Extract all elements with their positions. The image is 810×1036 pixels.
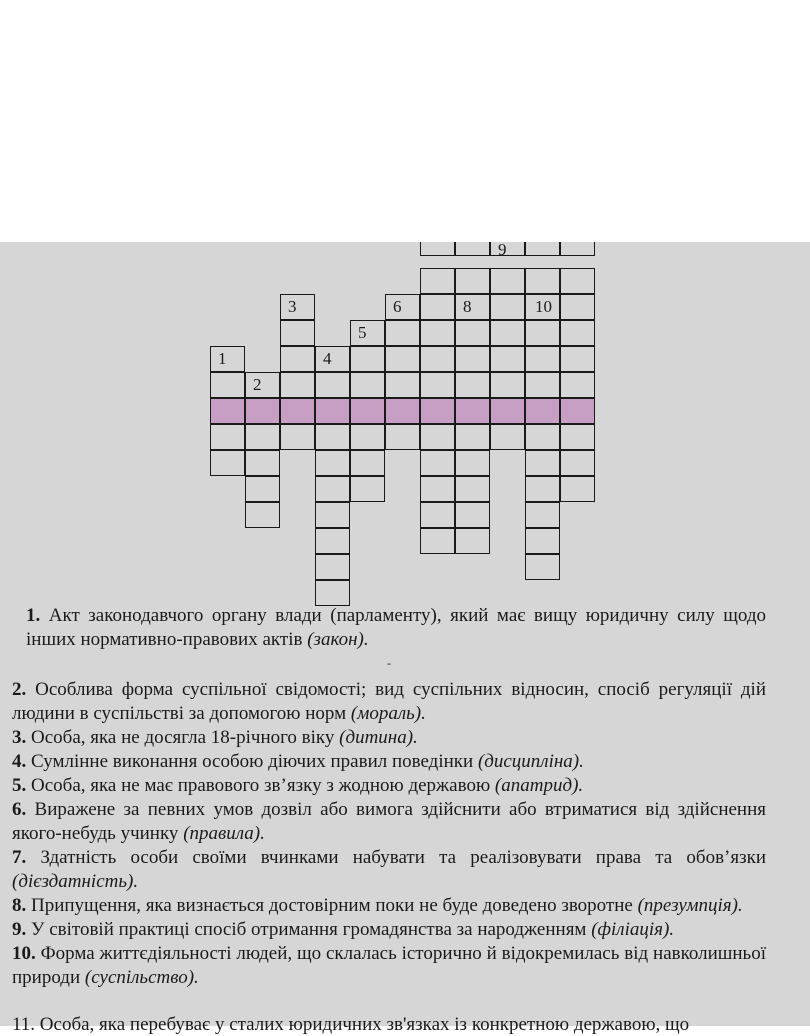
crossword-cell [245,372,280,398]
crossword-grid [0,242,810,612]
crossword-cell [455,320,490,346]
crossword-cell [490,320,525,346]
crossword-cell [490,346,525,372]
crossword-cell [420,476,455,502]
crossword-cell [280,320,315,346]
crossword-cell [455,528,490,554]
crossword-cell [490,372,525,398]
crossword-cell [315,554,350,580]
crossword-cell [315,424,350,450]
clue-10: 10. Форма життєдіяльності людей, що склалась історично й відокремилась від навколишньої природи (суспільство). [12,943,767,988]
crossword-number-10: 10 [535,297,552,316]
crossword-cell [280,372,315,398]
crossword-cell-keyword [490,398,525,424]
crossword-cell [385,346,420,372]
crossword-cell [455,502,490,528]
crossword-cell [490,268,525,294]
crossword-cell [560,294,595,320]
crossword-cell [210,346,245,372]
crossword-cell [210,372,245,398]
crossword-cell [350,424,385,450]
crossword-cell [420,528,455,554]
crossword-cell-keyword [420,398,455,424]
crossword-cell [245,424,280,450]
clue-8: 8. Припущення, яка визнається достовірним поки не буде доведено зворотне (презумпція). [12,895,743,916]
crossword-cell [560,424,595,450]
crossword-cell [455,476,490,502]
crossword-cell [420,242,455,256]
crossword-cell [350,346,385,372]
clue-3: 3. Особа, яка не досягла 18-річного віку (дитина). [12,727,418,748]
crossword-cell [560,372,595,398]
crossword-cell [315,528,350,554]
crossword-cell [525,476,560,502]
crossword-cell [245,502,280,528]
crossword-cell [350,476,385,502]
crossword-cell-keyword [385,398,420,424]
worksheet [0,242,810,1026]
clue-9: 9. У світовій практиці спосіб отримання громадянства за народженням (філіація). [12,919,675,940]
clue-5: 5. Особа, яка не має правового зв’язку з жодною державою (апатрид). [12,775,584,796]
dash-mark: - [387,656,391,670]
crossword-cell [420,424,455,450]
crossword-cell-keyword [525,398,560,424]
crossword-number-5: 5 [358,323,367,342]
crossword-cell [525,528,560,554]
crossword-cell [560,450,595,476]
crossword-cell [385,424,420,450]
crossword-cell [455,424,490,450]
crossword-cell [210,424,245,450]
crossword-cell [210,450,245,476]
crossword-cell [455,268,490,294]
crossword-cell-keyword [210,398,245,424]
clue-7: 7. Здатність особи своїми вчинками набувати та реалізовувати права та обов’язки (дієздатність). [12,847,767,892]
clue-6: 6. Виражене за певних умов дозвіл або вимога здійснити або втриматися від здійснення якого-небудь учинку (правила). [12,799,766,844]
crossword-cell [525,424,560,450]
clue-2: 2. Особлива форма суспільної свідомості; вид суспільних відносин, спосіб регуляції дій людини в суспільстві за допомогою норм (мораль). [12,679,766,724]
clue-4: 4. Сумлінне виконання особою діючих правил поведінки (дисципліна). [12,751,584,772]
crossword-cell [315,580,350,606]
crossword-cell [560,268,595,294]
crossword-cell [455,346,490,372]
crossword-cell [420,346,455,372]
crossword-cell [280,424,315,450]
crossword-cell [490,242,525,259]
crossword-cell [455,372,490,398]
crossword-cell [455,450,490,476]
crossword-cell [560,476,595,502]
clue-1: 1. Акт законодавчого органу влади (парламенту), який має вищу юридичну силу щодо інших нормативно-правових актів (закон). [26,605,766,650]
crossword-cell [315,372,350,398]
crossword-cell [525,242,560,256]
crossword-cell [525,502,560,528]
crossword-cell [350,372,385,398]
crossword-cell [455,242,490,256]
crossword-cell [455,294,490,320]
crossword-cell [245,450,280,476]
crossword-cell [490,294,525,320]
crossword-cell [560,346,595,372]
crossword-cell [525,268,560,294]
crossword-cell [490,424,525,450]
crossword-cell [385,294,420,320]
crossword-cell-keyword [245,398,280,424]
crossword-number-4: 4 [323,349,332,368]
crossword-cell-keyword [350,398,385,424]
crossword-cell [315,346,350,372]
blank-top-area [0,0,810,242]
crossword-cell-keyword [315,398,350,424]
crossword-cell [350,450,385,476]
crossword-cell [560,242,595,256]
crossword-cell [420,320,455,346]
crossword-cell [385,320,420,346]
crossword-cell [420,294,455,320]
crossword-cell [420,502,455,528]
crossword-cell [420,372,455,398]
crossword-number-3: 3 [288,297,297,316]
crossword-cell [420,268,455,294]
crossword-cell [245,476,280,502]
crossword-cell [560,320,595,346]
clue-list [12,604,766,990]
crossword-cell [315,476,350,502]
crossword-cell-keyword [280,398,315,424]
crossword-cell [525,372,560,398]
crossword-number-1: 1 [218,349,227,368]
crossword-cell [525,346,560,372]
crossword-number-8: 8 [463,297,472,316]
crossword-cell [525,554,560,580]
crossword-number-9: 9 [498,242,507,259]
crossword-cell [525,320,560,346]
crossword-cell [280,346,315,372]
crossword-cell [350,320,385,346]
crossword-cell [420,450,455,476]
crossword-number-2: 2 [253,375,262,394]
clue-11-partial: 11. Особа, яка перебуває у сталих юридичних зв'язках із конкретною державою, що [12,1014,690,1035]
crossword-cell [280,294,315,320]
crossword-cell-keyword [560,398,595,424]
crossword-number-6: 6 [393,297,402,316]
crossword-cell-keyword [455,398,490,424]
crossword-cell [315,450,350,476]
crossword-cell [525,450,560,476]
crossword-cell [315,502,350,528]
crossword-cell [385,372,420,398]
